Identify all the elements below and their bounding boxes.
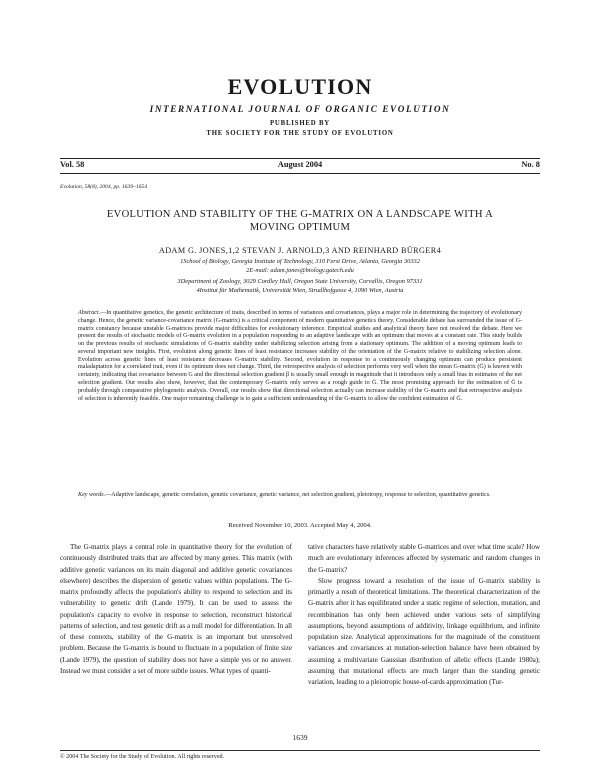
article-title-line1: EVOLUTION AND STABILITY OF THE G-MATRIX ON A LANDSCAPE WITH A — [106, 209, 494, 220]
society-name: THE SOCIETY FOR THE STUDY OF EVOLUTION — [206, 130, 394, 137]
body-paragraph: tative characters have relatively stable G-matrices and over what time scale? How much are evolutionary inferences affected by systematic and random changes in the G-matrix? — [308, 543, 540, 574]
authors: ADAM G. JONES,1,2 STEVAN J. ARNOLD,3 AND REINHARD BÜRGER4 — [158, 246, 442, 255]
citation: Evolution, 58(8), 2004, pp. 1639–1654 — [60, 184, 148, 190]
issue-bar — [60, 158, 540, 174]
abstract-text: —In quantitative genetics, the genetic architecture of traits, described in terms of variances and covariances, plays a major role in determining the trajectory of evolutionary change. Hence, the genetic variance-covariance matrix (G-matrix) is a critical component of modern quantitative genetics theory. Considerable debate has surrounded the issue of G-matrix constancy because unstable G-matrices provide major difficulties for evolutionary inference. Empirical studies and analytical theory have not resolved the debate. Here we present the results of stochastic models of G-matrix evolution in a population responding to an adaptive landscape with an optimum that moves at a constant rate. This study builds on the previous results of stochastic simulations of G-matrix stability under stabilizing selection arising from a stationary optimum. The addition of a moving optimum leads to several important new insights. First, evolution along genetic lines of least resistance increases stability of the orientation of the G-matrix relative to stabilizing selection alone. Evolution across genetic lines of least resistance decreases G-matrix stability. Second, evolution in response to a continuously changing optimum can produce persistent maladaptation for a correlated trait, even if its optimum does not change. Third, the retrospective analysis of selection performs very well when the mean G-matrix (Ḡ) is known with certainty, indicating that covariance between G and the directional selection gradient β is usually small enough in magnitude that it introduces only a small bias in estimates of the net selection gradient. Our results also show, however, that the contemporary Ḡ-matrix only serves as a rough guide to Ḡ. The most promising approach for the estimation of Ḡ is probably through comparative phylogenetic analysis. Overall, our results show that directional selection actually can increase stability of the G-matrix and that retrospective analysis of selection is inherently feasible. One major remaining challenge is to gain a sufficient understanding of the G-matrix to allow the confident estimation of Ḡ. — [78, 310, 522, 402]
masthead — [0, 74, 600, 137]
issue-volume: Vol. 58 — [60, 160, 85, 169]
issue-date: August 2004 — [277, 160, 323, 169]
journal-title: EVOLUTION — [227, 74, 373, 99]
article-title — [80, 208, 520, 234]
affiliation-3: 3Department of Zoology, 3029 Cordley Hall, Oregon State University, Corvallis, Oregon 97331 — [177, 278, 423, 285]
abstract-label: Abstract. — [78, 310, 101, 316]
copyright: © 2004 The Society for the Study of Evolution. All rights reserved. — [60, 750, 540, 760]
affiliation-1: 1School of Biology, Georgia Institute of Technology, 310 Ferst Drive, Atlanta, Georgia 30332 — [180, 258, 420, 265]
affiliation-email: 2E-mail: adam.jones@biology.gatech.edu — [246, 267, 354, 274]
page-number: 1639 — [292, 733, 308, 742]
body-left-column: The G-matrix plays a central role in quantitative theory for the evolution of continuously distributed traits that are affected by many genes. This matrix (with additive genetic variances on its main diagonal and additive genetic covariances elsewhere) describes the dispersion of genetic values within populations. The G-matrix profoundly affects the population's ability to respond to selection and its vulnerability to genetic drift (Lande 1979). It can be used to assess the population's capacity to evolve in response to selection, reconstruct historical patterns of selection, and test genetic drift as a null model for differentiation. In all of these contexts, stability of the G-matrix is an important but unresolved problem. Because the G-matrix is bound to fluctuate in a population of finite size (Lande 1979), the question of stability does not have a simple yes or no answer. Instead we must consider a set of more subtle issues. What types of quanti- — [60, 543, 292, 675]
issue-number: No. 8 — [521, 160, 540, 169]
keywords-text: —Adaptive landscape, genetic correlation, genetic covariance, genetic variance, net selection gradient, pleiotropy, response to selection, quantitative genetics. — [105, 492, 491, 498]
body-right-column — [308, 542, 540, 688]
published-by: PUBLISHED BY — [269, 120, 331, 127]
received-date: Received November 10, 2003. Accepted May 4, 2004. — [228, 522, 372, 529]
keywords-label: Key words. — [78, 492, 106, 498]
journal-subtitle: INTERNATIONAL JOURNAL OF ORGANIC EVOLUTION — [149, 104, 451, 114]
keywords — [78, 492, 522, 500]
article-title-line2: MOVING OPTIMUM — [249, 222, 351, 233]
body-paragraph: Slow progress toward a resolution of the issue of G-matrix stability is primarily a result of theoretical limitations. The theoretical characterization of the G-matrix after it has equilibrated under a static regime of selection, mutation, and recombination has only been achieved under various sets of simplifying assumptions, beyond assumptions of additivity, linkage equilibrium, and infinite population size. Analytical approximations for the magnitude of the constituent variances and covariances at mutation-selection balance have been obtained by assuming a multivariate Gaussian distribution of allelic effects (Lande 1980a); assuming that mutational effects are much larger than the standing genetic variation, leading to a pleiotropic house-of-cards approximation (Tur- — [308, 576, 540, 686]
abstract — [78, 310, 522, 403]
affiliation-4: 4Institut für Mathematik, Universität Wien, Strudlhofgasse 4, 1090 Wien, Austria — [196, 287, 404, 294]
